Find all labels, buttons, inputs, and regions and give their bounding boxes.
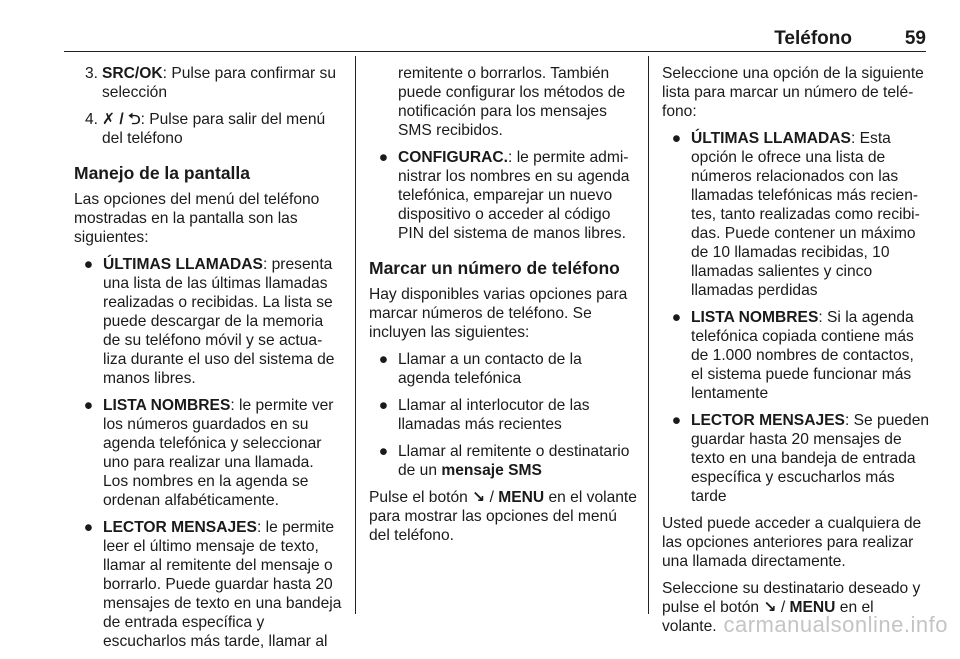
item-text: : Pulse para salir del menú del teléfono <box>102 111 326 147</box>
item-text: Llamar al interlocutor de las llamadas más recientes <box>398 397 590 433</box>
bullet-icon: ● <box>83 256 94 273</box>
bullet-icon: ● <box>83 397 94 414</box>
bullet-icon: ● <box>671 412 682 429</box>
item-text: : le permite admi- nistrar los nombres en su agenda telefónica, emparejar un nuevo dispositivo o acceder al código PIN del sistema de manos libres. <box>398 149 630 242</box>
section-heading: Marcar un número de teléfono <box>369 258 620 278</box>
page-header <box>64 28 926 50</box>
paragraph: Hay disponibles varias opciones para marcar números de teléfono. Se incluyen las siguientes: <box>369 286 628 341</box>
list-item <box>662 411 930 506</box>
item-text: remitente o borrarlos. También puede configurar los métodos de notificación para los mensajes SMS recibidos. <box>398 65 626 139</box>
key-label: LISTA NOMBRES <box>691 309 819 326</box>
list-item <box>74 396 342 510</box>
key-label: ÚLTIMAS LLAMADAS <box>103 256 263 273</box>
paragraph: Pulse el botón ↘ / MENU en el volante para mostrar las opciones del menú del teléfono. <box>369 489 637 544</box>
item-text: : Pulse para confirmar su selección <box>102 65 336 101</box>
paragraph: Las opciones del menú del teléfono mostradas en la pantalla son las siguientes: <box>74 191 320 246</box>
list-item <box>74 255 342 388</box>
paragraph: Seleccione su destinatario deseado y pulse el botón ↘ / MENU en el volante. <box>662 580 921 635</box>
key-label: mensaje SMS <box>441 462 542 479</box>
item-text: : presenta una lista de las últimas llamadas realizadas o recibidas. La lista se puede descargar de la memoria de su teléfono móvil y se actua- liza durante el uso del sistema de manos libres. <box>103 256 335 387</box>
key-label: SRC/OK <box>102 65 163 82</box>
phone-call-icon: ↘ <box>472 489 486 506</box>
list-item <box>369 442 637 480</box>
key-label: ÚLTIMAS LLAMADAS <box>691 130 851 147</box>
key-label: MENU <box>498 489 545 506</box>
bullet-icon: ● <box>83 519 94 536</box>
list-item <box>662 129 930 300</box>
paragraph: Usted puede acceder a cualquiera de las opciones anteriores para realizar una llamada directamente. <box>662 515 922 570</box>
key-label: LECTOR MENSAJES <box>103 519 257 536</box>
list-item <box>74 518 342 651</box>
header-rule <box>64 51 926 52</box>
list-item <box>369 396 637 434</box>
key-label: CONFIGURAC. <box>398 149 509 166</box>
item-number: 3. <box>84 65 98 82</box>
bullet-icon: ● <box>378 149 389 166</box>
bullet-icon: ● <box>378 351 389 368</box>
section-heading: Manejo de la pantalla <box>74 163 251 183</box>
column-3 <box>662 64 930 644</box>
list-item <box>369 148 637 243</box>
item-text: Llamar al remitente o destinatario de un <box>398 443 630 479</box>
item-text: Llamar a un contacto de la agenda telefónica <box>398 351 582 387</box>
item-number: 4. <box>84 111 98 128</box>
bullet-icon: ● <box>378 443 389 460</box>
list-item-4 <box>74 110 342 148</box>
column-1 <box>74 64 342 659</box>
list-item <box>662 308 930 403</box>
bullet-icon: ● <box>671 309 682 326</box>
column-2 <box>369 64 637 553</box>
column-divider-2 <box>648 56 649 614</box>
phone-call-icon: ↘ <box>763 599 777 616</box>
watermark: carmanualsonline.info <box>723 612 948 637</box>
item-text: : le permite leer el último mensaje de texto, llamar al remitente del mensaje o borrarlo. Puede guardar hasta 20 mensajes de texto en una bandeja de entrada específica y escucharlos más tarde, llamar al <box>103 519 342 650</box>
bullet-icon: ● <box>378 397 389 414</box>
list-item <box>369 350 637 388</box>
item-text: : Si la agenda telefónica copiada contiene más de 1.000 nombres de contactos, el sistema puede funcionar más lentamente <box>691 309 914 402</box>
page-title: Teléfono <box>774 28 852 49</box>
key-label: LECTOR MENSAJES <box>691 412 845 429</box>
list-item-3 <box>74 64 342 102</box>
item-text: : le permite ver los números guardados en su agenda telefónica y seleccionar uno para realizar una llamada. Los nombres en la agenda se ordenan alfabéticamente. <box>103 397 334 509</box>
column-divider-1 <box>355 56 356 614</box>
key-label: LISTA NOMBRES <box>103 397 231 414</box>
list-item-continued <box>369 64 637 140</box>
item-text: : Esta opción le ofrece una lista de números relacionados con las llamadas telefónicas más recien- tes, tanto realizadas como recibi- das. Puede contener un máximo de 10 llamadas recibidas, 10 llamadas salientes y cinco llamadas perdidas <box>691 130 920 299</box>
item-text: : Se pueden guardar hasta 20 mensajes de texto en una bandeja de entrada específica y escucharlos más tarde <box>691 412 930 505</box>
bullet-icon: ● <box>671 130 682 147</box>
paragraph: Seleccione una opción de la siguiente lista para marcar un número de telé- fono: <box>662 65 924 120</box>
page-number: 59 <box>904 28 926 49</box>
back-button-icon: ✗ / ⮌ <box>102 111 141 128</box>
key-label: MENU <box>789 599 836 616</box>
